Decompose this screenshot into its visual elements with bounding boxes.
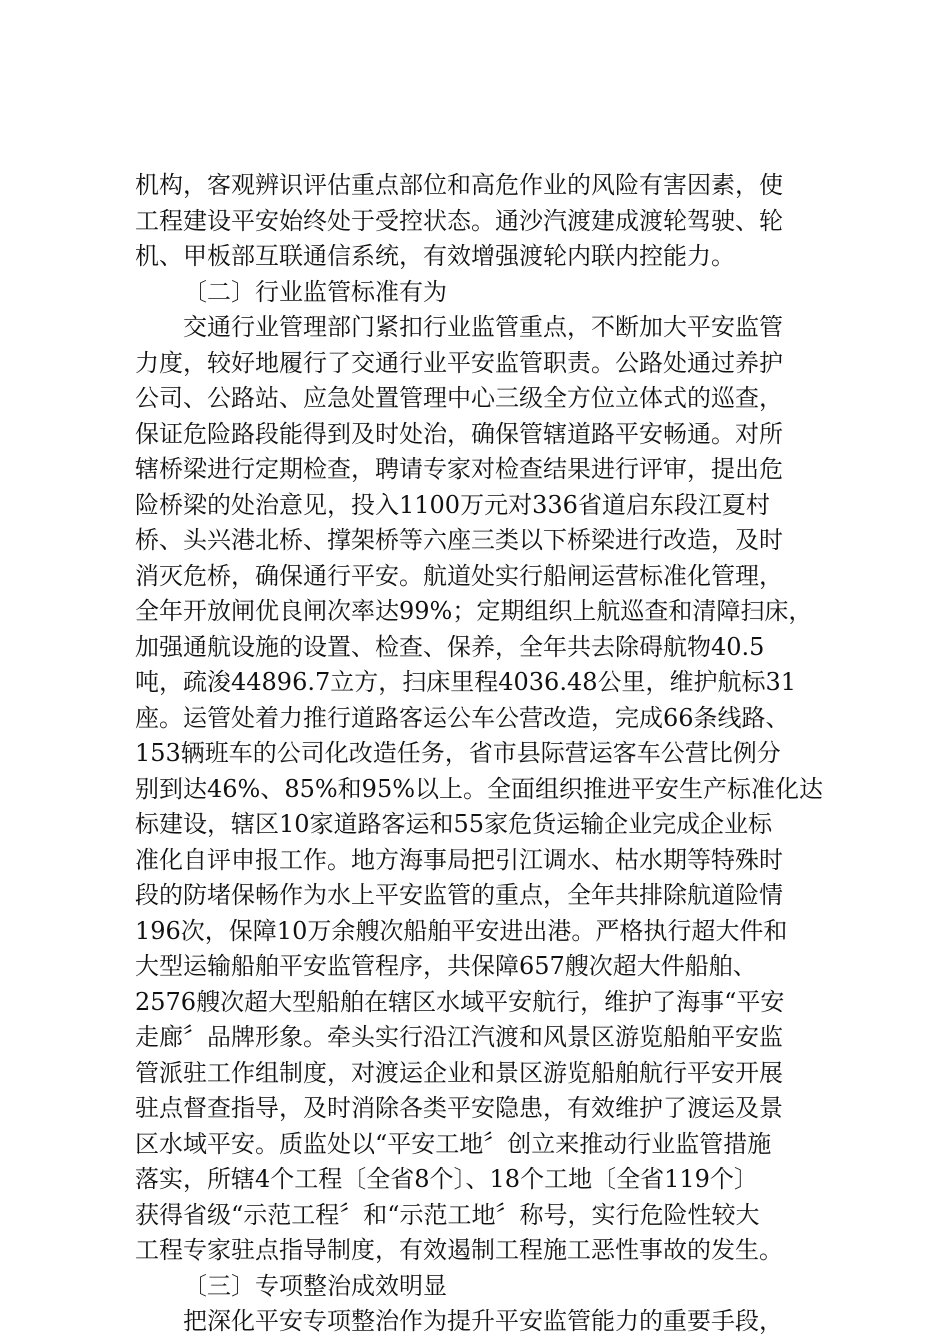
paragraph-special-rectification bbox=[135, 1304, 825, 1340]
text-line: 153辆班车的公司化改造任务，省市县际营运客车公营比例分 bbox=[135, 739, 781, 767]
text-line: 别到达46%、85%和95%以上。全面组织推进平安生产标准化达 bbox=[135, 774, 824, 803]
text-line: 196次，保障10万余艘次船舶平安进出港。严格执行超大件和 bbox=[135, 916, 788, 945]
text-line: 机构，客观辨识评估重点部位和高危作业的风险有害因素，使 bbox=[135, 171, 783, 199]
text-line: 保证危险路段能得到及时处治，确保管辖道路平安畅通。对所 bbox=[135, 419, 783, 448]
text-line: 全年开放闸优良闸次率达99%；定期组织上航巡查和清障扫床， bbox=[135, 597, 813, 625]
text-line: 区水域平安。质监处以“平安工地〞创立来推动行业监管措施 bbox=[135, 1129, 772, 1158]
text-line: 座。运管处着力推行道路客运公车公营改造，完成66条线路、 bbox=[135, 703, 790, 732]
text-line: 辖桥梁进行定期检查，聘请专家对检查结果进行评审，提出危 bbox=[135, 455, 783, 483]
text-line: 标建设，辖区10家道路客运和55家危货运输企业完成企业标 bbox=[135, 810, 773, 838]
document-body bbox=[135, 168, 825, 1340]
text-line: 工程建设平安始终处于受控状态。通沙汽渡建成渡轮驾驶、轮 bbox=[135, 206, 783, 235]
text-line: 机、甲板部互联通信系统，有效增强渡轮内联内控能力。 bbox=[135, 242, 735, 270]
text-line: 力度，较好地履行了交通行业平安监管职责。公路处通过养护 bbox=[135, 348, 783, 377]
paragraph-industry-supervision bbox=[135, 310, 825, 1269]
text-line: 获得省级“示范工程〞和“示范工地〞称号，实行危险性较大 bbox=[135, 1200, 760, 1229]
text-line: 险桥梁的处治意见，投入1100万元对336省道启东段江夏村 bbox=[135, 490, 770, 519]
text-line: 桥、头兴港北桥、撑架桥等六座三类以下桥梁进行改造，及时 bbox=[135, 526, 783, 554]
text-line: 公司、公路站、应急处置管理中心三级全方位立体式的巡查， bbox=[135, 384, 783, 412]
text-line: 落实，所辖4个工程〔全省8个〕、18个工地〔全省119个〕 bbox=[135, 1165, 758, 1193]
text-line: 工程专家驻点指导制度，有效遏制工程施工恶性事故的发生。 bbox=[135, 1236, 783, 1264]
text-line: 管派驻工作组制度，对渡运企业和景区游览船舶航行平安开展 bbox=[135, 1058, 783, 1087]
text-line: 大型运输船舶平安监管程序，共保障657艘次超大件船舶、 bbox=[135, 952, 757, 980]
text-line: 2576艘次超大型船舶在辖区水域平安航行，维护了海事“平安 bbox=[135, 987, 785, 1016]
text-line: 交通行业管理部门紧扣行业监管重点，不断加大平安监管 bbox=[183, 313, 783, 341]
section-heading-2: 〔二〕行业监管标准有为 bbox=[183, 277, 447, 306]
text-line: 走廊〞品牌形象。牵头实行沿江汽渡和风景区游览船舶平安监 bbox=[135, 1023, 783, 1051]
text-line: 准化自评申报工作。地方海事局把引江调水、枯水期等特殊时 bbox=[135, 845, 783, 874]
text-line: 把深化平安专项整治作为提升平安监管能力的重要手段， bbox=[183, 1307, 783, 1335]
text-line: 驻点督查指导，及时消除各类平安隐患，有效维护了渡运及景 bbox=[135, 1094, 783, 1122]
text-line: 段的防堵保畅作为水上平安监管的重点，全年共排除航道险情 bbox=[135, 881, 783, 909]
text-line: 消灭危桥，确保通行平安。航道处实行船闸运营标准化管理， bbox=[135, 561, 783, 590]
text-line: 吨，疏浚44896.7立方，扫床里程4036.48公里，维护航标31 bbox=[135, 668, 797, 696]
paragraph-intro bbox=[135, 168, 825, 275]
section-heading-3: 〔三〕专项整治成效明显 bbox=[183, 1271, 447, 1300]
text-line: 加强通航设施的设置、检查、保养，全年共去除碍航物40.5 bbox=[135, 632, 765, 661]
